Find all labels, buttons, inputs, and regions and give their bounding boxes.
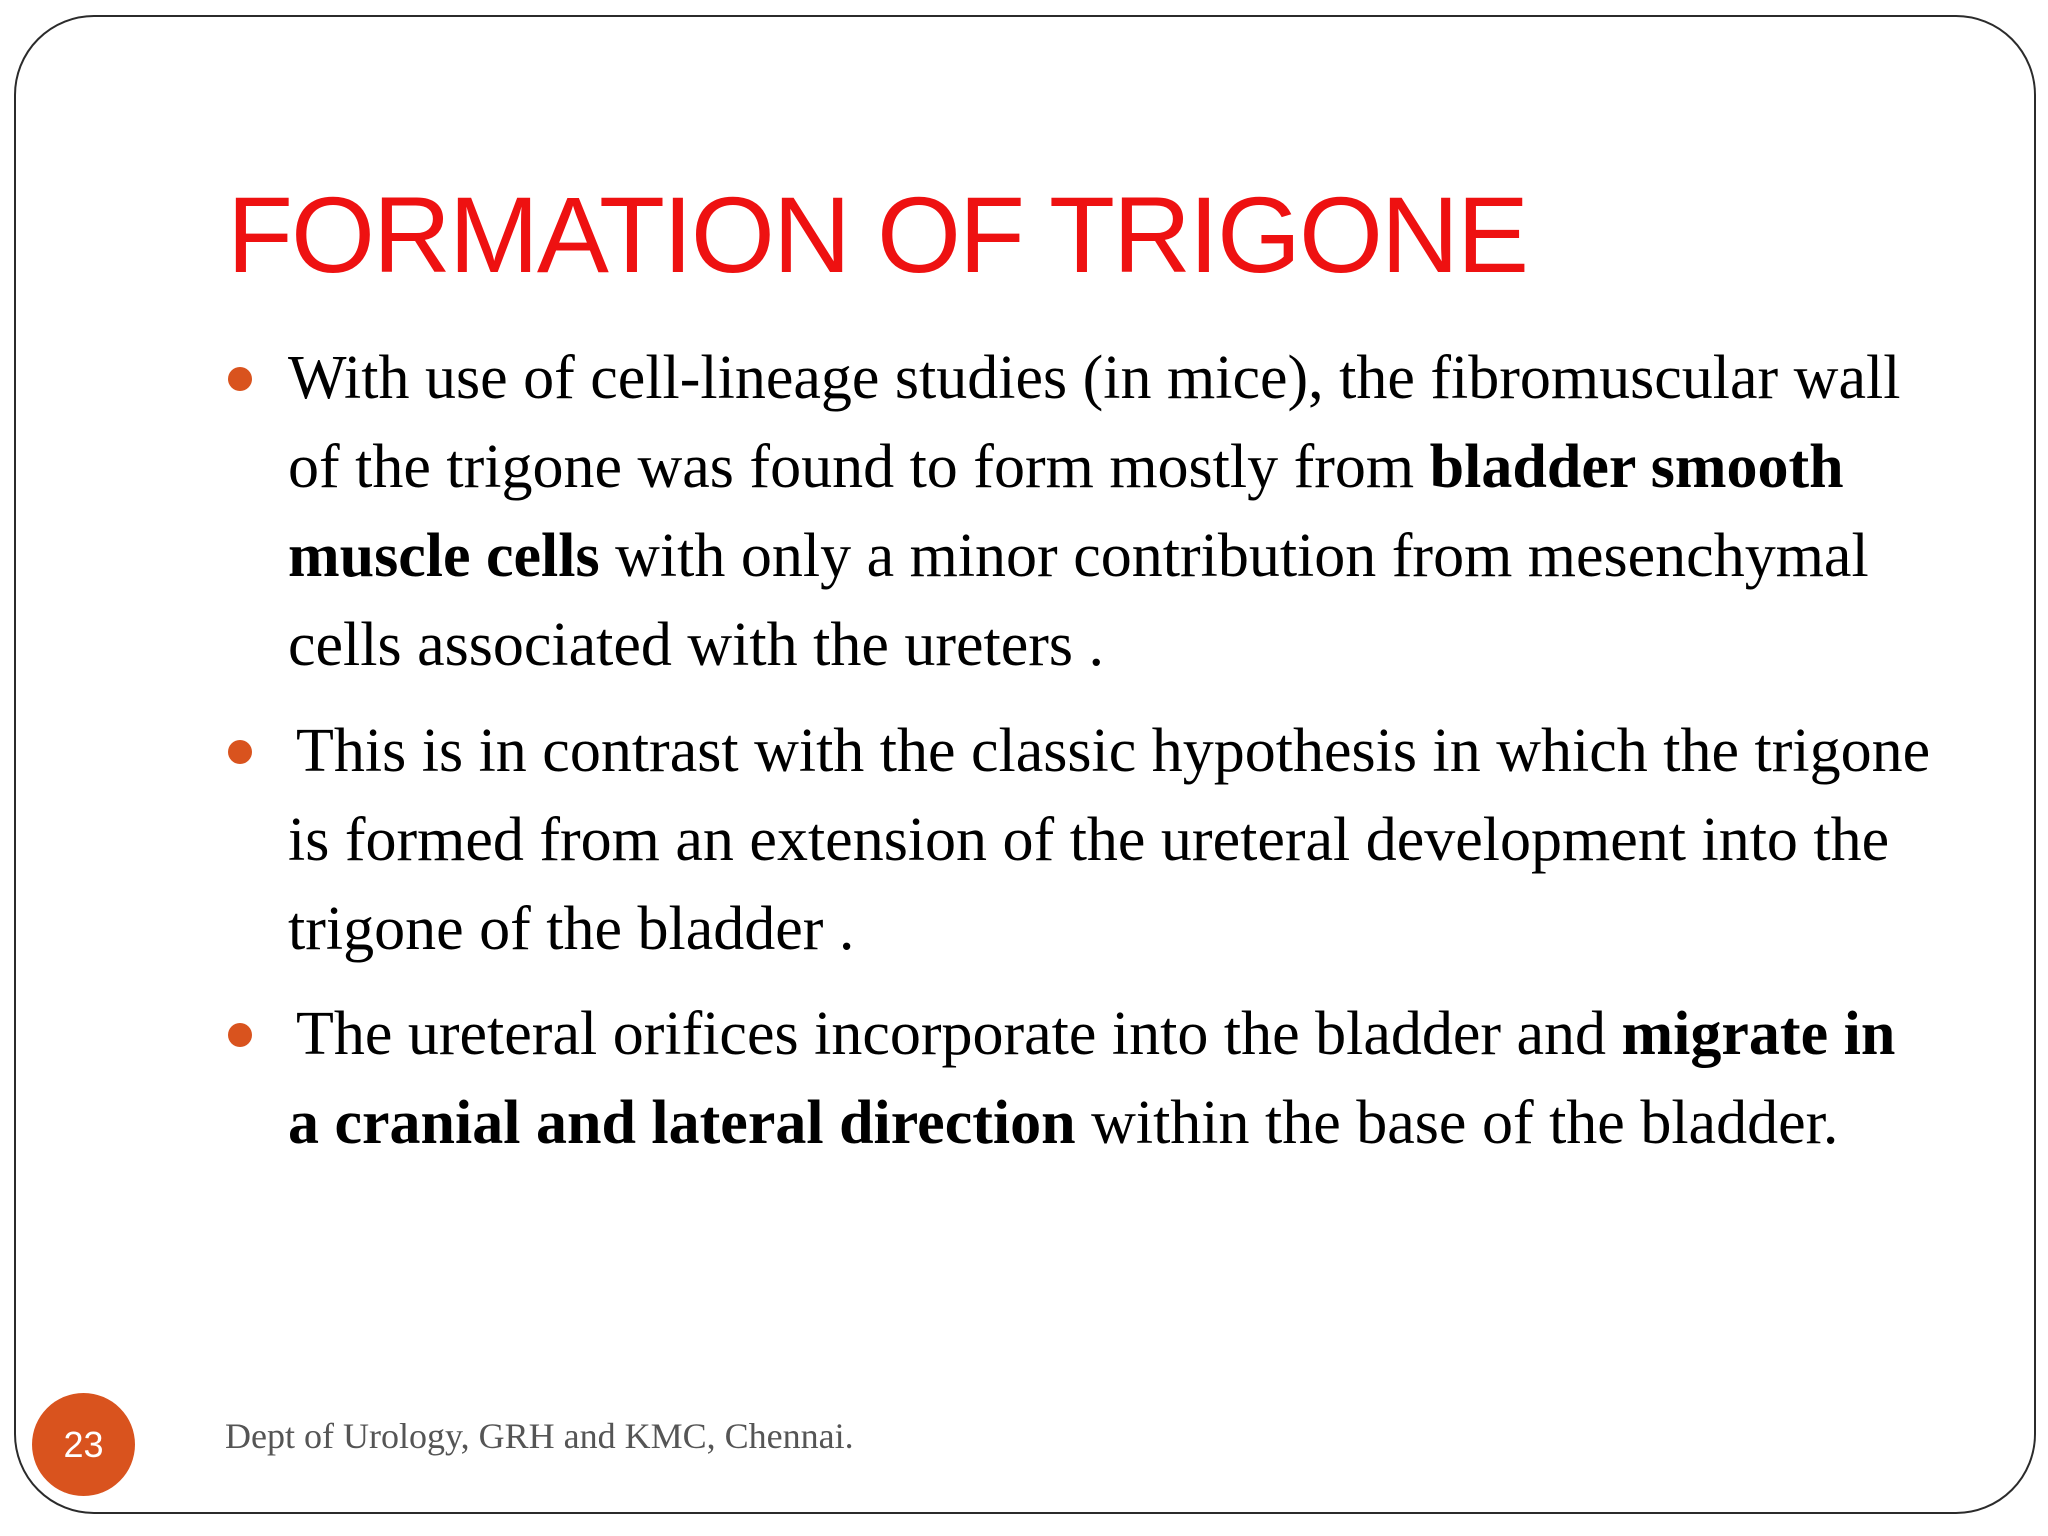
bullet-text: with only a minor contribution from mesenchymal cells associated with the ureters . (288, 522, 1869, 679)
bullet-dot-icon (228, 1023, 252, 1047)
bullet-item (288, 334, 1938, 690)
footer-text: Dept of Urology, GRH and KMC, Chennai. (225, 1416, 854, 1456)
bullet-text-bold: migrate in a cranial and lateral direction (288, 1000, 1896, 1157)
bullet-item (288, 707, 1938, 974)
bullet-dot-icon (228, 740, 252, 764)
bullet-item (288, 990, 1938, 1168)
bullet-text: The ureteral orifices incorporate into the bladder and (296, 1000, 1622, 1068)
slide-title: FORMATION OF TRIGONE (227, 174, 1527, 295)
bullet-text: With use of cell-lineage studies (in mice), the fibromuscular wall of the trigone was found to form mostly from (288, 344, 1901, 501)
bullet-dot-icon (228, 367, 252, 391)
bullet-text-bold: bladder smooth muscle cells (288, 433, 1844, 590)
bullet-text: This is in contrast with the classic hypothesis in which the trigone is formed from an extension of the ureteral development into the trigone of the bladder . (288, 717, 1931, 963)
bullet-text: within the base of the bladder. (1075, 1089, 1839, 1157)
page-number-badge: 23 (32, 1393, 135, 1496)
